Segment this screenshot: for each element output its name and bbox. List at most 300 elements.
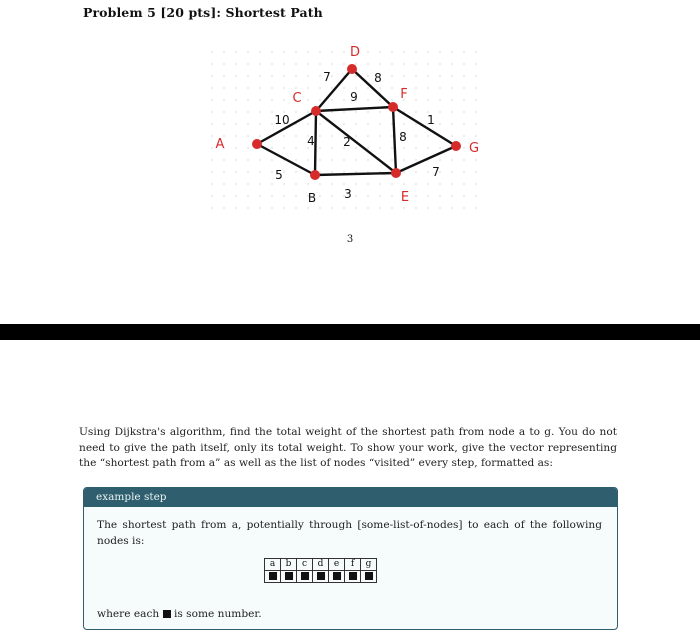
grid-dot (415, 99, 416, 100)
grid-dot (355, 195, 356, 196)
grid-dot (403, 123, 404, 124)
grid-dot (379, 147, 380, 148)
grid-dot (379, 207, 380, 208)
vector-value-row (265, 571, 377, 583)
grid-dot (319, 195, 320, 196)
grid-dot (463, 75, 464, 76)
grid-dot (283, 63, 284, 64)
grid-dot (403, 183, 404, 184)
edge-weight-cd: 7 (323, 70, 331, 84)
grid-dot (415, 63, 416, 64)
grid-dot (223, 207, 224, 208)
vector-col-a: a (265, 559, 281, 571)
node-c (311, 106, 321, 116)
grid-dot (259, 183, 260, 184)
grid-dot (319, 135, 320, 136)
grid-dot (391, 183, 392, 184)
grid-dot (271, 63, 272, 64)
grid-dot (367, 75, 368, 76)
grid-dot (451, 87, 452, 88)
grid-dot (475, 111, 476, 112)
grid-dot (211, 123, 212, 124)
grid-dot (379, 123, 380, 124)
grid-dot (283, 75, 284, 76)
node-a (252, 139, 262, 149)
vector-cell-a (265, 571, 281, 583)
grid-dot (271, 99, 272, 100)
grid-dot (439, 123, 440, 124)
grid-dot (247, 51, 248, 52)
grid-dot (331, 159, 332, 160)
example-body: The shortest path from a, potentially through [some-list-of-nodes] to each of the following nodes is: (97, 519, 602, 547)
grid-dot (415, 159, 416, 160)
grid-dot (271, 87, 272, 88)
grid-dot (415, 183, 416, 184)
vector-col-e: e (329, 559, 345, 571)
grid-dot (439, 99, 440, 100)
grid-dot (235, 171, 236, 172)
problem-topic: Shortest Path (225, 5, 323, 20)
edge-weight-eg: 7 (432, 165, 440, 179)
grid-dot (319, 63, 320, 64)
grid-dot (355, 183, 356, 184)
grid-dot (439, 207, 440, 208)
grid-dot (235, 183, 236, 184)
grid-dot (355, 63, 356, 64)
grid-dot (319, 51, 320, 52)
grid-dot (355, 147, 356, 148)
edge-weight-fg: 1 (427, 113, 435, 127)
grid-dot (415, 135, 416, 136)
number-placeholder-icon (301, 572, 309, 580)
grid-dot (319, 147, 320, 148)
grid-dot (451, 183, 452, 184)
grid-dot (415, 75, 416, 76)
grid-dot (307, 207, 308, 208)
grid-dot (223, 99, 224, 100)
grid-dot (451, 159, 452, 160)
grid-dot (427, 99, 428, 100)
graph-figure (200, 40, 490, 220)
grid-dot (211, 171, 212, 172)
number-placeholder-icon (269, 572, 277, 580)
grid-dot (223, 123, 224, 124)
grid-dot (259, 135, 260, 136)
grid-dot (391, 51, 392, 52)
grid-dot (343, 87, 344, 88)
grid-dot (307, 75, 308, 76)
vector-cell-g (361, 571, 377, 583)
node-f (388, 102, 398, 112)
grid-dot (211, 147, 212, 148)
grid-dot (271, 183, 272, 184)
grid-dot (235, 147, 236, 148)
grid-dot (211, 75, 212, 76)
grid-dot (439, 75, 440, 76)
grid-dot (283, 183, 284, 184)
edge-cf (316, 107, 393, 111)
grid-dot (235, 195, 236, 196)
vector-col-c: c (297, 559, 313, 571)
grid-dot (295, 183, 296, 184)
grid-dot (271, 171, 272, 172)
grid-dot (355, 135, 356, 136)
number-placeholder-icon (285, 572, 293, 580)
grid-dot (475, 99, 476, 100)
grid-dot (391, 75, 392, 76)
grid-dot (451, 123, 452, 124)
grid-dot (391, 159, 392, 160)
grid-dot (463, 111, 464, 112)
grid-dot (331, 195, 332, 196)
grid-dot (211, 111, 212, 112)
grid-dot (247, 87, 248, 88)
grid-dot (235, 135, 236, 136)
grid-dot (439, 51, 440, 52)
node-label-c: C (292, 91, 302, 106)
grid-dot (235, 111, 236, 112)
grid-dot (415, 195, 416, 196)
edge-cb (315, 111, 316, 175)
grid-dot (367, 123, 368, 124)
grid-dot (367, 87, 368, 88)
grid-dot (331, 51, 332, 52)
grid-dot (247, 135, 248, 136)
page-divider (0, 324, 700, 340)
grid-dot (223, 63, 224, 64)
grid-dot (283, 171, 284, 172)
grid-dot (247, 75, 248, 76)
grid-dot (427, 75, 428, 76)
edge-weight-ce: 2 (343, 135, 351, 149)
grid-dot (331, 111, 332, 112)
number-placeholder-icon (163, 610, 171, 618)
grid-dot (307, 99, 308, 100)
grid-dot (259, 75, 260, 76)
footer-before: where each (97, 608, 160, 620)
grid-dot (463, 147, 464, 148)
grid-dot (439, 159, 440, 160)
grid-dot (379, 51, 380, 52)
grid-dot (415, 207, 416, 208)
grid-dot (355, 111, 356, 112)
grid-dot (223, 75, 224, 76)
grid-dot (259, 63, 260, 64)
grid-dot (463, 171, 464, 172)
grid-dot (367, 147, 368, 148)
grid-dot (427, 51, 428, 52)
grid-dot (283, 99, 284, 100)
grid-dot (451, 99, 452, 100)
grid-dot (319, 75, 320, 76)
vector-cell-f (345, 571, 361, 583)
edge-weights (274, 70, 439, 201)
grid-dot (271, 123, 272, 124)
grid-dot (295, 195, 296, 196)
grid-dot (211, 99, 212, 100)
grid-dot (271, 111, 272, 112)
grid-dot (331, 147, 332, 148)
grid-dot (463, 99, 464, 100)
grid-dot (475, 87, 476, 88)
grid-dot (463, 135, 464, 136)
grid-dot (235, 63, 236, 64)
grid-dot (355, 87, 356, 88)
instructions-text: Using Dijkstra's algorithm, find the total weight of the shortest path from node a to g. You do not need to give the path itself, only its total weight. To show your work, give the vector representing the “shortest path from a” as well as the list of nodes “visited” every step, formatted as: (79, 426, 617, 470)
grid-dot (211, 51, 212, 52)
footer-after: is some number. (173, 608, 262, 620)
problem-points: [20 pts]: (160, 5, 222, 20)
grid-dot (343, 207, 344, 208)
grid-dot (223, 51, 224, 52)
grid-dot (427, 183, 428, 184)
grid-dot (379, 99, 380, 100)
grid-dot (331, 183, 332, 184)
grid-dot (319, 159, 320, 160)
distance-vector (264, 558, 377, 583)
grid-dot (367, 183, 368, 184)
grid-dot (355, 171, 356, 172)
grid-dot (223, 171, 224, 172)
grid-dot (367, 51, 368, 52)
grid-dot (331, 75, 332, 76)
grid-dot (355, 159, 356, 160)
grid-dot (235, 159, 236, 160)
grid-dot (259, 111, 260, 112)
grid-dot (307, 183, 308, 184)
grid-dot (259, 99, 260, 100)
grid-dot (391, 195, 392, 196)
grid-dot (463, 159, 464, 160)
grid-dot (247, 123, 248, 124)
grid-dot (283, 147, 284, 148)
grid-dot (259, 171, 260, 172)
problem-label: Problem 5 (83, 5, 156, 20)
node-label-d: D (349, 45, 361, 60)
grid-dot (259, 123, 260, 124)
grid-dot (355, 75, 356, 76)
grid-dot (355, 207, 356, 208)
grid-dot (475, 195, 476, 196)
grid-dot (451, 195, 452, 196)
grid-dot (235, 207, 236, 208)
example-box (83, 487, 618, 630)
edge-weight-ab: 5 (275, 168, 283, 182)
grid-dot (367, 159, 368, 160)
grid-dot (283, 207, 284, 208)
page-number: 3 (346, 234, 354, 245)
grid-dot (271, 51, 272, 52)
grid-dot (439, 147, 440, 148)
grid-dot (475, 123, 476, 124)
grid-dot (307, 63, 308, 64)
grid-dot (319, 99, 320, 100)
grid-dot (319, 207, 320, 208)
grid-dot (283, 135, 284, 136)
grid-dot (247, 207, 248, 208)
grid-dot (223, 159, 224, 160)
vector-col-f: f (345, 559, 361, 571)
grid-dot (247, 171, 248, 172)
example-header: example step (84, 488, 617, 507)
grid-dot (367, 207, 368, 208)
grid-dot (427, 195, 428, 196)
grid-dot (379, 87, 380, 88)
grid-dot (343, 183, 344, 184)
grid-dot (403, 207, 404, 208)
grid-dot (367, 171, 368, 172)
grid-dot (223, 111, 224, 112)
grid-dot (427, 171, 428, 172)
grid-dot (403, 171, 404, 172)
grid-dot (343, 63, 344, 64)
edge-ab (257, 144, 315, 175)
grid-dot (259, 159, 260, 160)
grid-dot (211, 207, 212, 208)
grid-dot (403, 159, 404, 160)
vector-cell-b (281, 571, 297, 583)
grid-dot (319, 171, 320, 172)
edge-weight-fe: 8 (399, 130, 407, 144)
number-placeholder-icon (349, 572, 357, 580)
grid-dot (451, 207, 452, 208)
edge-weight-be: 3 (344, 187, 352, 201)
grid-dot (391, 99, 392, 100)
vector-col-g: g (361, 559, 377, 571)
grid-dot (439, 87, 440, 88)
grid-dot (211, 195, 212, 196)
grid-dot (439, 195, 440, 196)
grid-dot (331, 135, 332, 136)
grid-dot (259, 87, 260, 88)
grid-dot (427, 63, 428, 64)
grid-dot (295, 135, 296, 136)
grid-dot (283, 87, 284, 88)
grid-dot (379, 183, 380, 184)
grid-dot (283, 51, 284, 52)
grid-dot (475, 63, 476, 64)
grid-dot (295, 207, 296, 208)
grid-dot (475, 171, 476, 172)
grid-dot (415, 123, 416, 124)
grid-dot (307, 51, 308, 52)
node-label-b: B (307, 191, 317, 205)
node-label-g: G (468, 141, 480, 156)
grid-dot (439, 63, 440, 64)
grid-dot (391, 147, 392, 148)
grid-dot (235, 87, 236, 88)
grid-dot (307, 111, 308, 112)
grid-dot (439, 111, 440, 112)
grid-dot (235, 123, 236, 124)
grid-dot (211, 135, 212, 136)
grid-dot (295, 159, 296, 160)
grid-dot (295, 51, 296, 52)
grid-dot (403, 63, 404, 64)
grid-dot (391, 87, 392, 88)
number-placeholder-icon (333, 572, 341, 580)
edge-fe (393, 107, 396, 173)
grid-dot (475, 159, 476, 160)
example-footer (97, 608, 262, 620)
grid-dot (475, 183, 476, 184)
problem-title (83, 5, 323, 20)
grid-dot (451, 135, 452, 136)
grid-dot (271, 207, 272, 208)
grid-dot (211, 159, 212, 160)
grid-dot (319, 87, 320, 88)
grid-dot (331, 171, 332, 172)
grid-dot (379, 63, 380, 64)
vector-cell-d (313, 571, 329, 583)
grid-dot (319, 183, 320, 184)
grid-dot (379, 195, 380, 196)
grid-dot (271, 159, 272, 160)
grid-dot (211, 183, 212, 184)
grid-dot (403, 51, 404, 52)
edge-df (352, 69, 393, 107)
grid-dot (391, 63, 392, 64)
grid-dot (247, 63, 248, 64)
grid-dot (235, 99, 236, 100)
vector-cell-c (297, 571, 313, 583)
grid-dot (463, 207, 464, 208)
grid-dot (403, 75, 404, 76)
grid-dot (331, 207, 332, 208)
grid-dot (451, 75, 452, 76)
grid-dot (271, 147, 272, 148)
grid-dot (475, 75, 476, 76)
grid-dot (247, 111, 248, 112)
grid-dot (235, 51, 236, 52)
grid-dot (355, 123, 356, 124)
grid-dot (367, 195, 368, 196)
grid-dot (475, 51, 476, 52)
grid-dot (463, 183, 464, 184)
edge-weight-ac: 10 (274, 113, 290, 127)
grid-dot (331, 87, 332, 88)
grid-dot (343, 111, 344, 112)
grid-dot (259, 51, 260, 52)
grid-dot (211, 63, 212, 64)
grid-dot (403, 147, 404, 148)
grid-dot (475, 207, 476, 208)
grid-dot (223, 87, 224, 88)
grid-dot (427, 135, 428, 136)
grid-dot (247, 99, 248, 100)
grid-dot (235, 75, 236, 76)
node-b (310, 170, 320, 180)
grid-dot (463, 87, 464, 88)
grid-dot (451, 171, 452, 172)
grid-dot (367, 111, 368, 112)
grid-dot (295, 63, 296, 64)
vector-col-d: d (313, 559, 329, 571)
grid-dot (247, 183, 248, 184)
grid-dot (379, 135, 380, 136)
grid-dot (343, 123, 344, 124)
grid-dot (415, 111, 416, 112)
grid-dot (451, 63, 452, 64)
grid-dot (223, 183, 224, 184)
grid-dot (451, 111, 452, 112)
grid-dot (223, 195, 224, 196)
grid-dot (427, 207, 428, 208)
edge-eg (396, 146, 456, 173)
grid-dot (391, 207, 392, 208)
edge-weight-cf: 9 (350, 90, 358, 104)
grid-dot (259, 195, 260, 196)
